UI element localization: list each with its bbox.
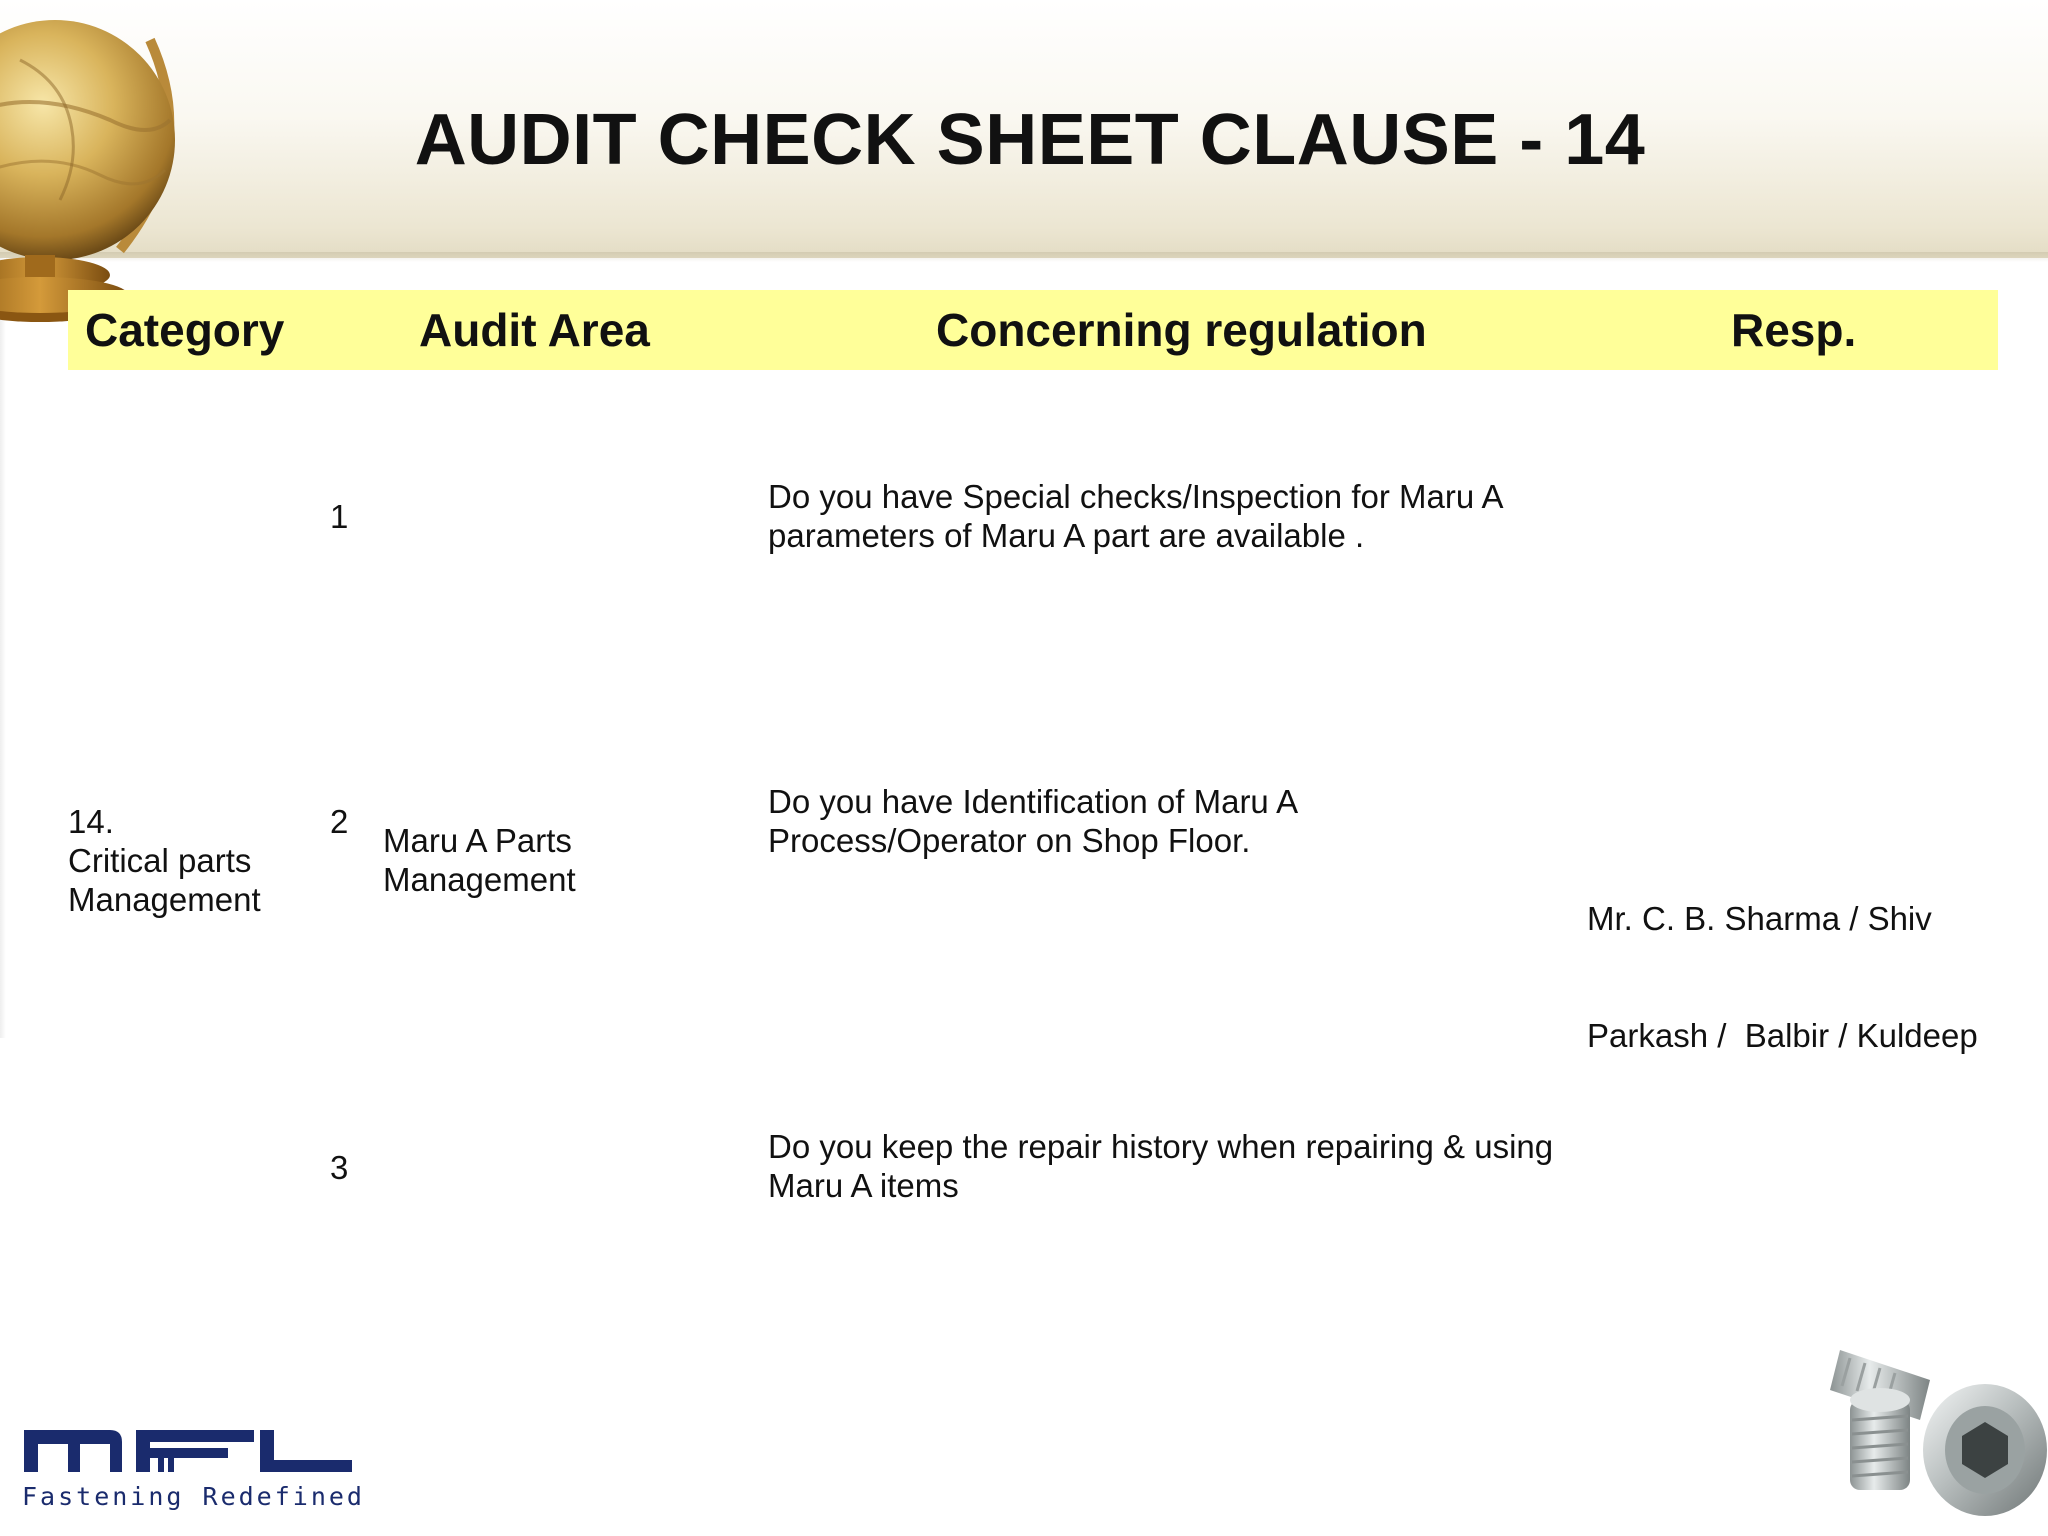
category-line2: Management: [68, 881, 261, 918]
regulation-1-line1: Do you have Special checks/Inspection for Maru A: [768, 478, 1504, 515]
page-title: AUDIT CHECK SHEET CLAUSE - 14: [414, 100, 1646, 180]
regulation-2-line1: Do you have Identification of Maru A: [768, 783, 1299, 820]
header-category: Category: [85, 304, 285, 356]
row-number-1: 1: [330, 498, 349, 535]
header-shadow: [0, 252, 2048, 262]
bolt-screws-image: [1820, 1340, 2048, 1536]
regulation-3-line1: Do you keep the repair history when repairing & using: [768, 1128, 1554, 1165]
header-resp: Resp.: [1731, 304, 1857, 356]
regulation-cell-2: [768, 782, 1298, 860]
globe-icon: [0, 0, 200, 340]
row-number-2: 2: [330, 803, 349, 840]
resp-line1: Mr. C. B. Sharma / Shiv: [1587, 900, 1932, 937]
audit-area-line1: Maru A Parts: [383, 822, 572, 859]
regulation-1-line2: parameters of Maru A part are available .: [768, 517, 1365, 554]
logo-tagline: Fastening Redefined: [22, 1482, 365, 1511]
regulation-3-line2: Maru A items: [768, 1167, 959, 1204]
table-header-row: [68, 290, 1998, 370]
audit-area-line2: Management: [383, 861, 576, 898]
resp-line2: Parkash / Balbir / Kuldeep: [1587, 1017, 1978, 1054]
header-audit-area: Audit Area: [419, 304, 650, 356]
regulation-cell-3: [768, 1127, 1553, 1205]
category-cell: [68, 802, 261, 919]
resp-cell: [1587, 821, 1978, 1094]
audit-area-cell: [383, 821, 576, 899]
left-edge-shade: [0, 258, 6, 1038]
regulation-2-line2: Process/Operator on Shop Floor.: [768, 822, 1251, 859]
regulation-cell-1: [768, 477, 1504, 555]
row-number-3: 3: [330, 1149, 349, 1186]
category-number: 14.: [68, 803, 114, 840]
category-line1: Critical parts: [68, 842, 252, 879]
header-concerning-regulation: Concerning regulation: [936, 304, 1427, 356]
